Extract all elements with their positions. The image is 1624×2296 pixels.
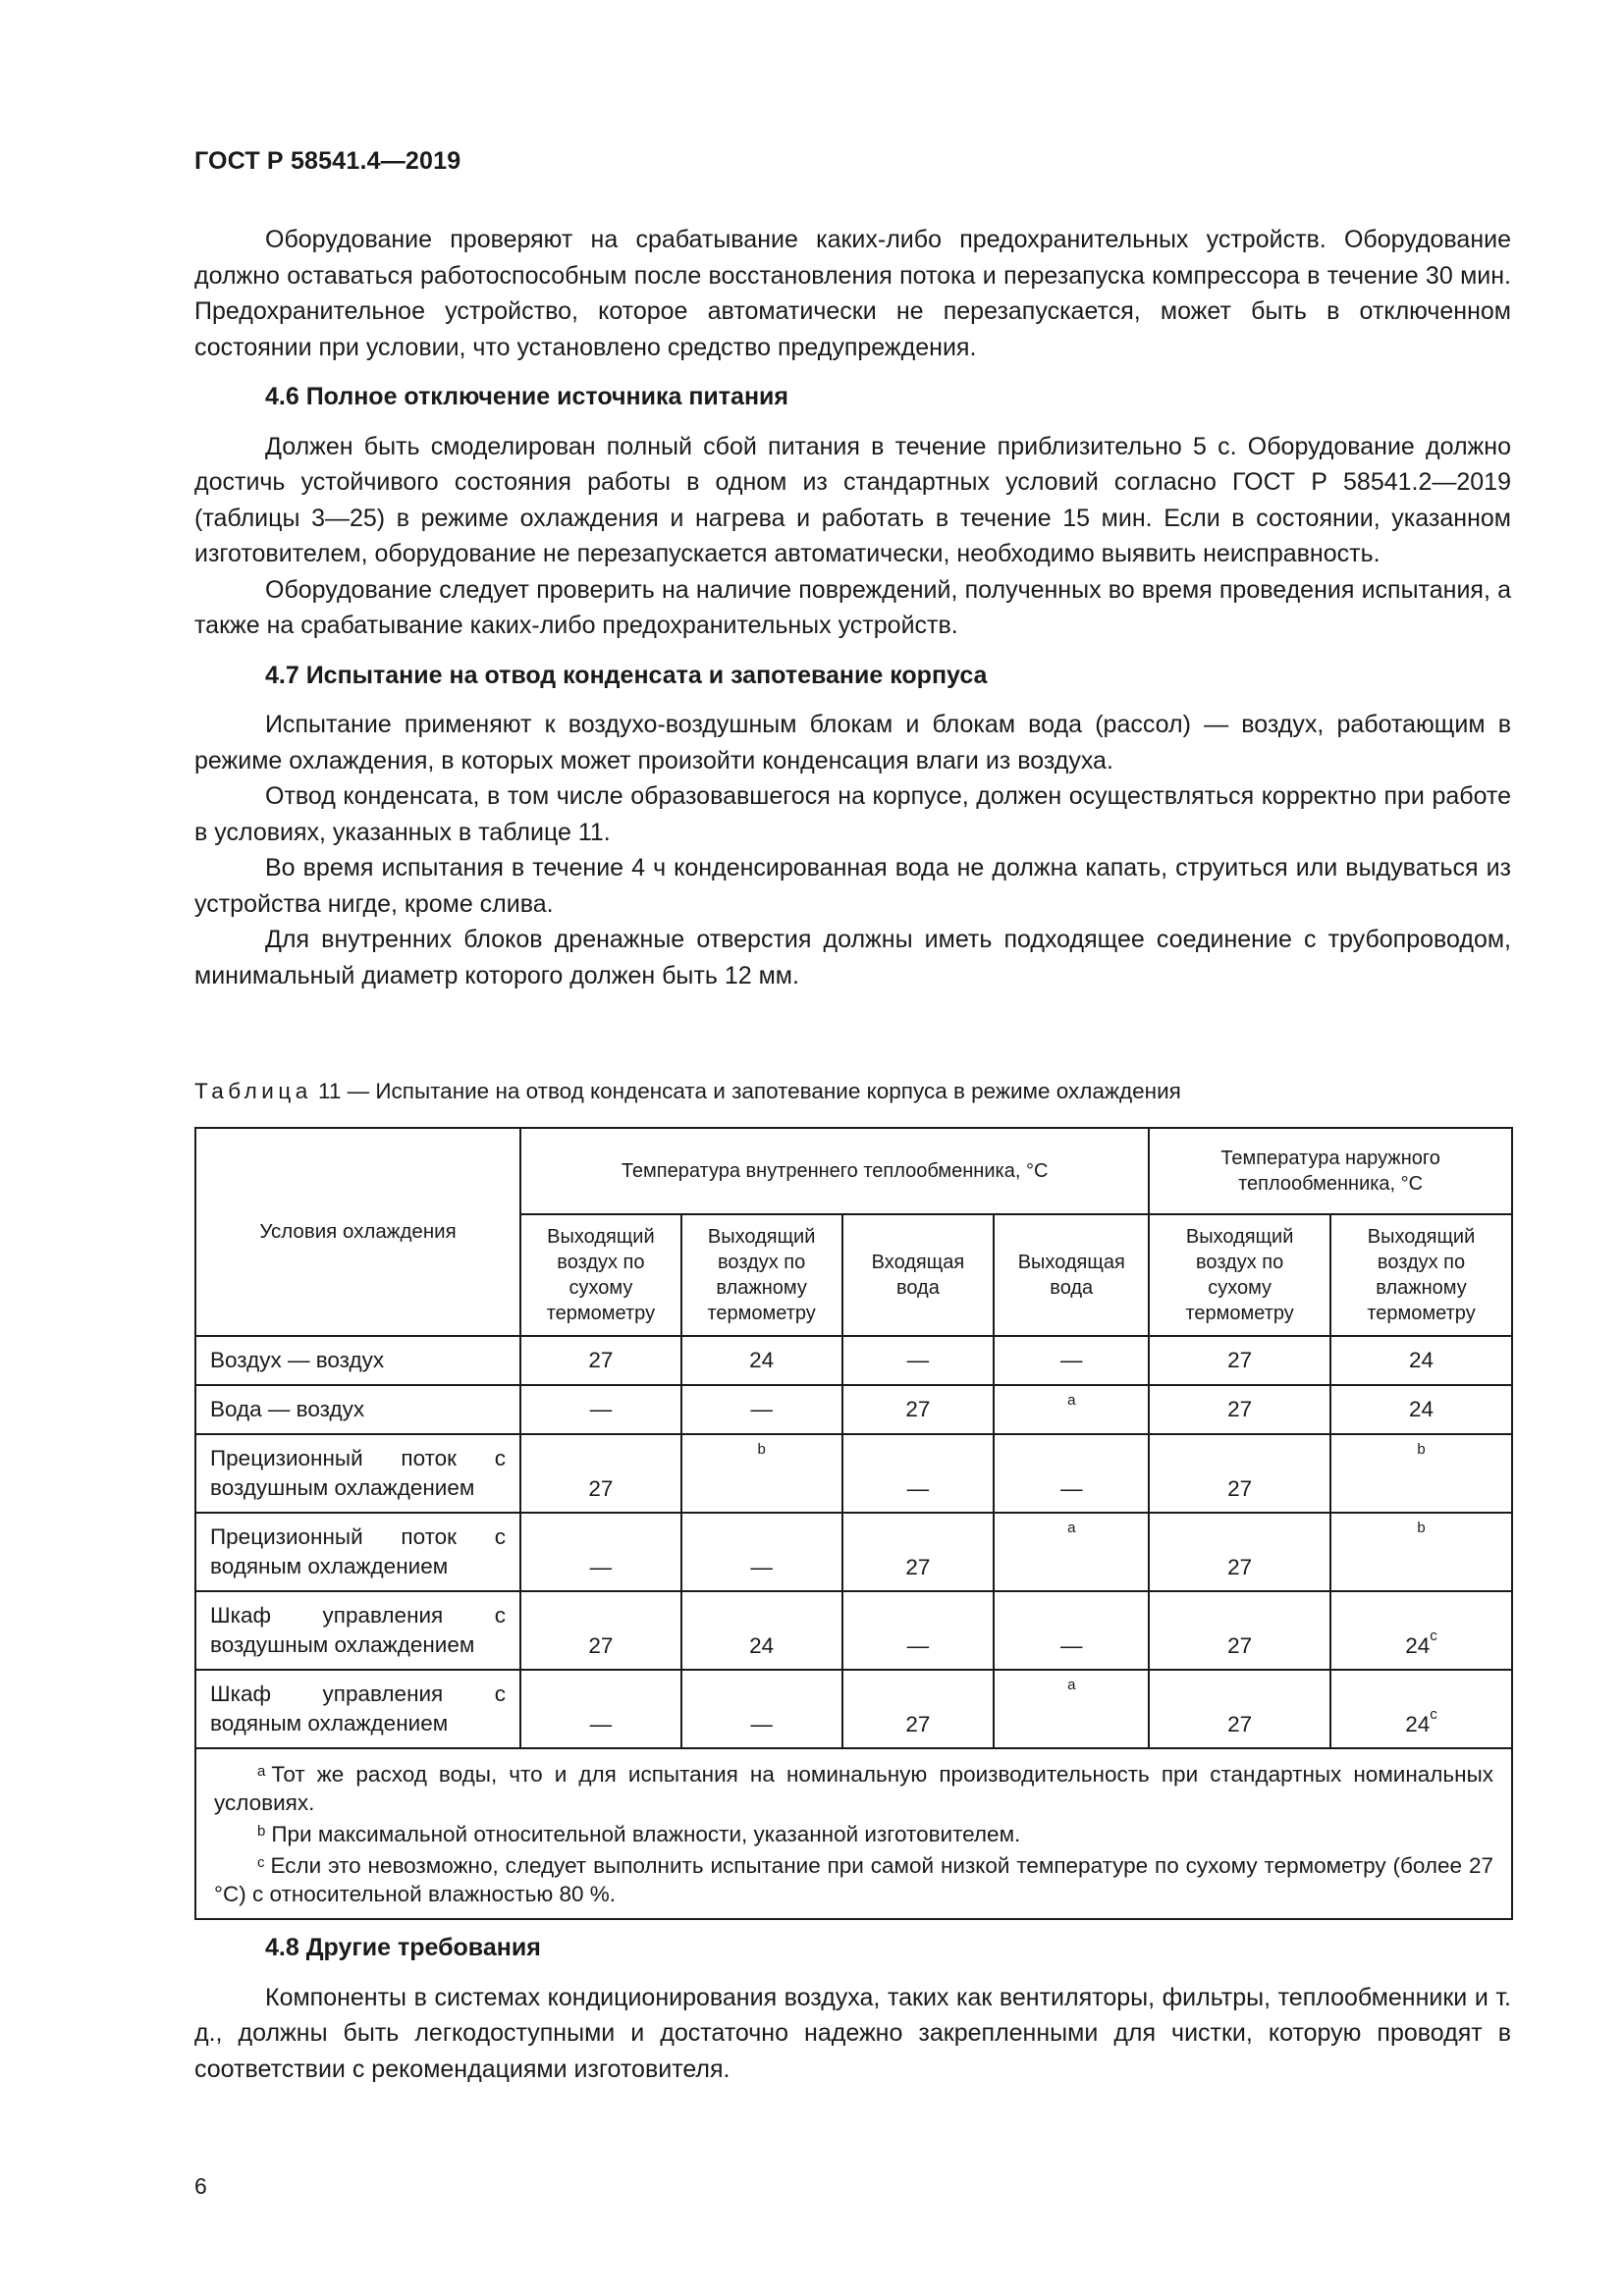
header-outdoor-group: Температура наружного теплообменника, °C — [1149, 1128, 1512, 1214]
section-4-7-title: 4.7 Испытание на отвод конденсата и запотевание корпуса — [265, 661, 988, 689]
text-block-bottom — [194, 1930, 1511, 2087]
cell-outdoor-dry: 27 — [1149, 1591, 1330, 1670]
table-caption-text: 11 — Испытание на отвод конденсата и запотевание корпуса в режиме охлаждения — [311, 1079, 1181, 1103]
row-label: Шкаф управления с воздушным охлаждением — [195, 1591, 520, 1670]
page-number: 6 — [194, 2173, 207, 2199]
cell-outdoor-wet: 24 — [1330, 1385, 1512, 1434]
cell-indoor-wet: 24 — [681, 1591, 842, 1670]
cell-indoor-dry: — — [520, 1513, 681, 1591]
table-caption-word: Таблица — [194, 1079, 312, 1103]
paragraph-4-6-2: Оборудование следует проверить на наличие повреждений, полученных во время проведения испытания, а также на срабатывание каких-либо предохранительных устройств. — [194, 575, 1511, 639]
header-water-in: Входящая вода — [842, 1214, 995, 1336]
condensate-table — [194, 1127, 1513, 1920]
table-row — [195, 1385, 1512, 1434]
cell-indoor-wet-footnote: b — [681, 1434, 842, 1513]
note-mark: b — [257, 1823, 266, 1840]
note-text: Тот же расход воды, что и для испытания на номинальную производительность при стандартных номинальных условиях. — [214, 1762, 1493, 1815]
note-mark: c — [257, 1854, 265, 1871]
cell-outdoor-dry: 27 — [1149, 1670, 1330, 1748]
table-notes-row — [195, 1748, 1512, 1919]
paragraph-4-7-3: Во время испытания в течение 4 ч конденсированная вода не должна капать, струиться или выдуваться из устройства нигде, кроме слива. — [194, 854, 1511, 918]
paragraph-4-6-1: Должен быть смоделирован полный сбой питания в течение приблизительно 5 с. Оборудование должно достичь устойчивого состояния работы в одном из стандартных условий согласно ГОСТ Р 58541.2—2019 (таблицы 3—25) в режиме охлаждения и нагрева и работать в течение 15 мин. Если в состоянии, указанном изготовителем, оборудование не перезапускается автоматически, необходимо выявить неисправность. — [194, 432, 1511, 567]
cell-water-out-footnote: a — [994, 1385, 1149, 1434]
cell-indoor-wet: — — [681, 1385, 842, 1434]
header-outdoor-dry: Выходящий воздух по сухому термометру — [1149, 1214, 1330, 1336]
table-note — [214, 1817, 1493, 1848]
paragraph-4-7-2: Отвод конденсата, в том числе образовавшегося на корпусе, должен осуществляться корректно при работе в условиях, указанных в таблице 11. — [194, 782, 1511, 846]
section-4-8-title: 4.8 Другие требования — [265, 1934, 541, 1961]
row-label: Воздух — воздух — [195, 1336, 520, 1385]
cell-indoor-wet: — — [681, 1513, 842, 1591]
cell-water-in: 27 — [842, 1385, 995, 1434]
cell-indoor-dry: — — [520, 1670, 681, 1748]
cell-water-in: — — [842, 1336, 995, 1385]
cell-indoor-dry: — — [520, 1385, 681, 1434]
table-row — [195, 1670, 1512, 1748]
cell-outdoor-wet — [1330, 1591, 1512, 1670]
cell-indoor-dry: 27 — [520, 1434, 681, 1513]
header-indoor-dry: Выходящий воздух по сухому термометру — [520, 1214, 681, 1336]
footnote-mark: c — [1430, 1706, 1437, 1723]
cell-outdoor-dry: 27 — [1149, 1385, 1330, 1434]
cell-water-in: 27 — [842, 1513, 995, 1591]
paragraph-4-7-1: Испытание применяют к воздухо-воздушным блокам и блокам вода (рассол) — воздух, работающим в режиме охлаждения, в которых может произойти конденсация влаги из воздуха. — [194, 711, 1511, 774]
cell-water-out-footnote: a — [994, 1670, 1149, 1748]
table-caption — [194, 1077, 1181, 1106]
note-text: Если это невозможно, следует выполнить испытание при самой низкой температуре по сухому термометру (более 27 °С) с относительной влажностью 80 %. — [214, 1853, 1493, 1906]
paragraph-4-7-4: Для внутренних блоков дренажные отверстия должны иметь подходящее соединение с трубопроводом, минимальный диаметр которого должен быть 12 мм. — [194, 926, 1511, 989]
cell-indoor-wet: 24 — [681, 1336, 842, 1385]
cell-water-in: — — [842, 1591, 995, 1670]
paragraph-4-8-1: Компоненты в системах кондиционирования воздуха, таких как вентиляторы, фильтры, теплообменники и т. д., должны быть легкодоступными и достаточно надежно закрепленными для чистки, которую проводят в соответствии с рекомендациями изготовителя. — [194, 1983, 1511, 2083]
cell-water-in: 27 — [842, 1670, 995, 1748]
row-label: Вода — воздух — [195, 1385, 520, 1434]
cell-indoor-dry: 27 — [520, 1591, 681, 1670]
cell-water-out: — — [994, 1591, 1149, 1670]
header-water-out: Выходящая вода — [994, 1214, 1149, 1336]
document-header: ГОСТ Р 58541.4—2019 — [194, 147, 461, 175]
table-row — [195, 1434, 1512, 1513]
row-label: Прецизионный поток с водяным охлаждением — [195, 1513, 520, 1591]
cell-water-out: — — [994, 1434, 1149, 1513]
row-label: Прецизионный поток с воздушным охлаждением — [195, 1434, 520, 1513]
cell-outdoor-dry: 27 — [1149, 1434, 1330, 1513]
header-conditions: Условия охлаждения — [195, 1128, 520, 1336]
text-block-top — [194, 222, 1511, 993]
section-4-6-title: 4.6 Полное отключение источника питания — [265, 383, 788, 410]
cell-outdoor-wet — [1330, 1670, 1512, 1748]
cell-outdoor-wet-footnote: b — [1330, 1513, 1512, 1591]
header-indoor-wet: Выходящий воздух по влажному термометру — [681, 1214, 842, 1336]
paragraph-intro: Оборудование проверяют на срабатывание каких-либо предохранительных устройств. Оборудование должно оставаться работоспособным после восстановления потока и перезапуска компрессора в течение 30 мин. Предохранительное устройство, которое автоматически не перезапускается, может быть в отключенном состоянии при условии, что установлено средство предупреждения. — [194, 226, 1511, 361]
cell-outdoor-dry: 27 — [1149, 1513, 1330, 1591]
cell-outdoor-wet: 24 — [1330, 1336, 1512, 1385]
table-row — [195, 1591, 1512, 1670]
cell-water-in: — — [842, 1434, 995, 1513]
row-label: Шкаф управления с водяным охлаждением — [195, 1670, 520, 1748]
table-note — [214, 1757, 1493, 1817]
cell-indoor-dry: 27 — [520, 1336, 681, 1385]
cell-outdoor-dry: 27 — [1149, 1336, 1330, 1385]
table-row — [195, 1336, 1512, 1385]
table-row — [195, 1513, 1512, 1591]
table-notes — [195, 1748, 1512, 1919]
cell-indoor-wet: — — [681, 1670, 842, 1748]
table-note — [214, 1848, 1493, 1908]
header-outdoor-wet: Выходящий воздух по влажному термометру — [1330, 1214, 1512, 1336]
cell-value: 24 — [1405, 1712, 1431, 1736]
header-indoor-group: Температура внутреннего теплообменника, °C — [520, 1128, 1149, 1214]
cell-water-out-footnote: a — [994, 1513, 1149, 1591]
table-header-row-1 — [195, 1128, 1512, 1214]
cell-outdoor-wet-footnote: b — [1330, 1434, 1512, 1513]
cell-value: 24 — [1405, 1633, 1431, 1658]
footnote-mark: c — [1430, 1628, 1437, 1644]
note-mark: a — [257, 1763, 266, 1780]
cell-water-out: — — [994, 1336, 1149, 1385]
note-text: При максимальной относительной влажности, указанной изготовителем. — [271, 1822, 1021, 1846]
